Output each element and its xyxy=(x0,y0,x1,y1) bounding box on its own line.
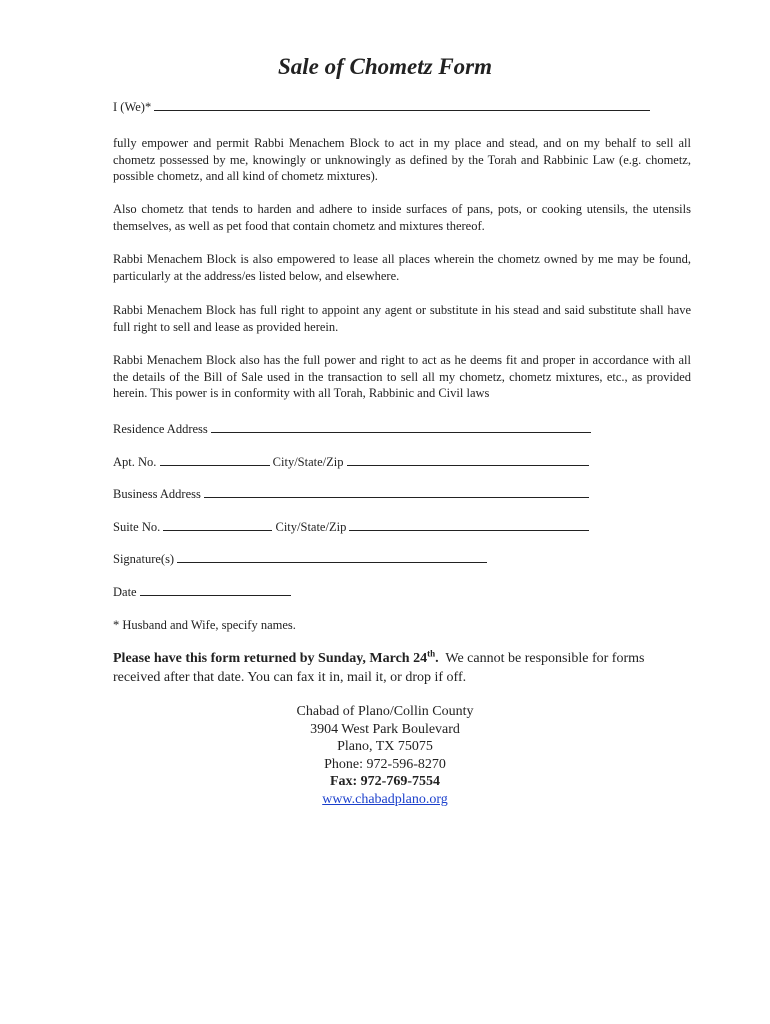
paragraph-lease: Rabbi Menachem Block is also empowered to lease all places wherein the chometz owned by me may be found, particularly at the address/es listed below, and elsewhere. xyxy=(113,252,691,283)
name-label: I (We)* xyxy=(113,100,152,114)
suite-field[interactable] xyxy=(163,519,272,531)
org-name: Chabad of Plano/Collin County xyxy=(296,704,474,719)
contact-block xyxy=(0,703,770,808)
business-address-line xyxy=(113,486,589,502)
residence-address-line xyxy=(113,421,591,437)
apt-label: Apt. No. xyxy=(113,455,157,469)
signature-line xyxy=(113,551,487,567)
suite-label: Suite No. xyxy=(113,520,161,534)
apt-field[interactable] xyxy=(160,454,270,466)
notice-responsibility: We cannot be responsible for forms xyxy=(445,651,645,666)
city-state-zip-label: City/State/Zip xyxy=(272,455,344,469)
paragraph-power: Rabbi Menachem Block also has the full power and right to act as he deems fit and proper in accordance with all the details of the Bill of Sale used in the transaction to sell all my chometz, chometz mixtures, etc., as provided herein. This power is in conformity with all Torah, Rabbinic and Civil laws xyxy=(113,353,691,401)
suite-line xyxy=(113,519,589,535)
notice-submit-options: received after that date. You can fax it in, mail it, or drop if off. xyxy=(113,670,467,685)
date-line xyxy=(113,584,291,600)
paragraph-agent: Rabbi Menachem Block has full right to appoint any agent or substitute in his stead and said substitute shall have full right to sell and lease as provided herein. xyxy=(113,303,691,334)
business-address-label: Business Address xyxy=(113,487,201,501)
website-link[interactable]: www.chabadplano.org xyxy=(322,791,448,807)
apt-line xyxy=(113,454,589,470)
city-state-zip-field[interactable] xyxy=(347,454,589,466)
return-notice xyxy=(113,649,703,687)
fax-number: Fax: 972-769-7554 xyxy=(329,774,441,789)
business-address-field[interactable] xyxy=(204,486,589,498)
return-deadline: Please have this form returned by Sunday, March 24th. xyxy=(113,648,439,666)
city-state-zip-label: City/State/Zip xyxy=(275,520,347,534)
paragraph-empower: fully empower and permit Rabbi Menachem Block to act in my place and stead, and on my behalf to sell all chometz possessed by me, knowingly or unknowingly as defined by the Torah and Rabbinic Law (e.g. chometz, possible chometz, and all kind of chometz mixtures). xyxy=(113,136,691,184)
date-field[interactable] xyxy=(140,584,291,596)
phone-number: Phone: 972-596-8270 xyxy=(324,756,446,772)
residence-address-field[interactable] xyxy=(211,421,591,433)
footnote: * Husband and Wife, specify names. xyxy=(113,618,296,632)
residence-address-label: Residence Address xyxy=(113,422,208,436)
street-address: 3904 West Park Boulevard xyxy=(310,721,460,737)
city-address: Plano, TX 75075 xyxy=(337,739,433,754)
date-label: Date xyxy=(113,585,137,599)
signature-field[interactable] xyxy=(177,551,487,563)
city-state-zip-field[interactable] xyxy=(349,519,589,531)
form-title: Sale of Chometz Form xyxy=(277,54,493,79)
paragraph-utensils: Also chometz that tends to harden and adhere to inside surfaces of pans, pots, or cooking utensils, the utensils themselves, as well as pet food that contain chometz and mixtures thereof. xyxy=(113,202,691,233)
signature-label: Signature(s) xyxy=(113,552,175,566)
name-field[interactable] xyxy=(154,99,650,111)
name-line xyxy=(113,99,650,115)
